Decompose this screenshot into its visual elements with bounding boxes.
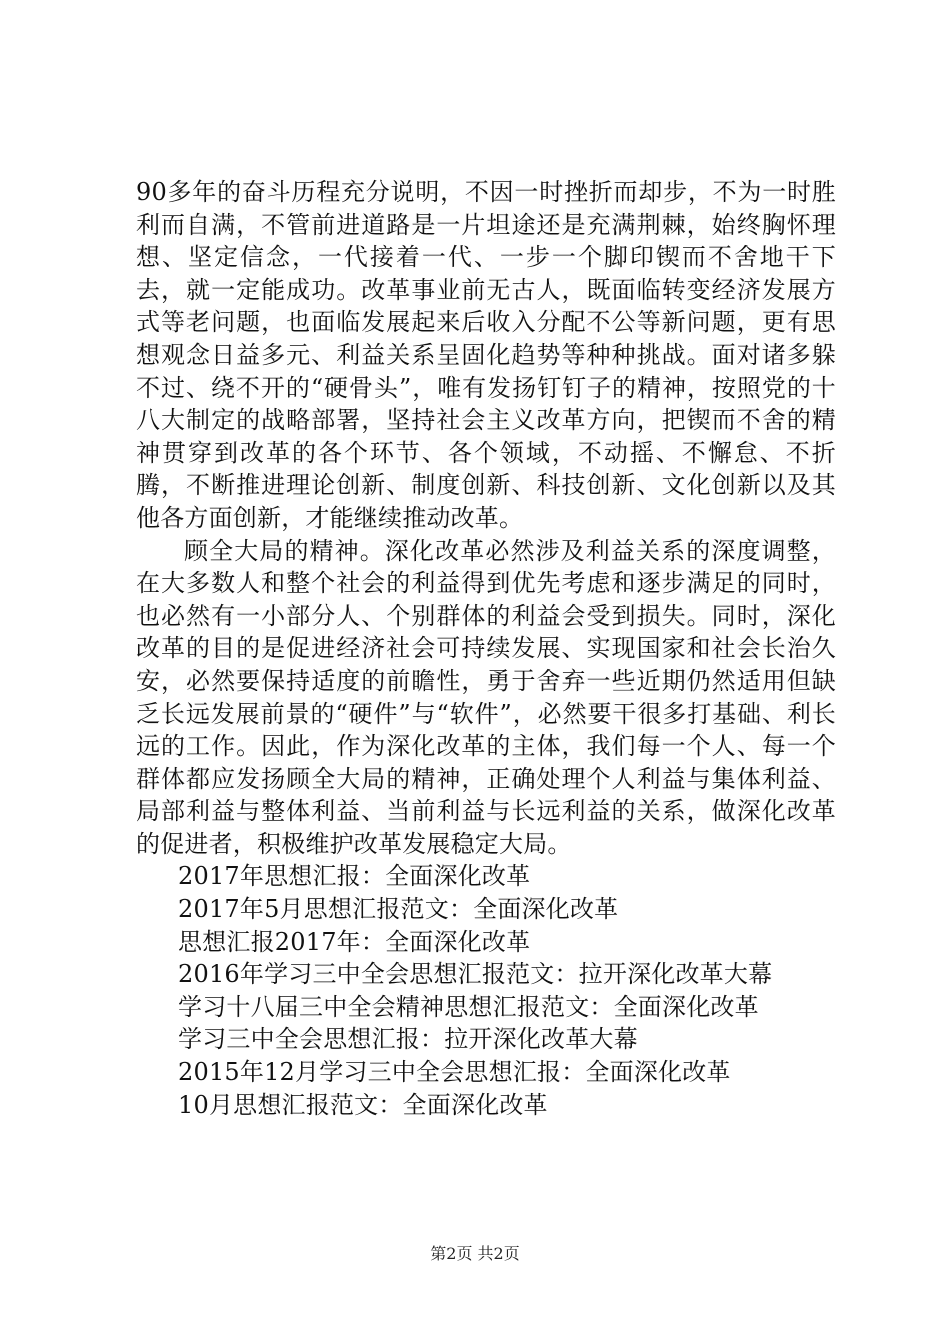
related-link[interactable]: 2016年学习三中全会思想汇报范文：拉开深化改革大幕 — [178, 960, 773, 989]
body-paragraph: 顾全大局的精神。深化改革必然涉及利益关系的深度调整，在大多数人和整个社会的利益得到优先考虑和逐步满足的同时，也必然有一小部分人、个别群体的利益会受到损失。同时，深化改革的目的是促进经济社会可持续发展、实现国家和社会长治久安，必然要保持适度的前瞻性，勇于舍弃一些近期仍然适用但缺乏长远发展前景的“硬件”与“软件”，必然要干很多打基础、利长远的工作。因此，作为深化改革的主体，我们每一个人、每一个群体都应发扬顾全大局的精神，正确处理个人利益与集体利益、局部利益与整体利益、当前利益与长远利益的关系，做深化改革的促进者，积极维护改革发展稳定大局。 — [136, 536, 836, 858]
related-link[interactable]: 学习十八届三中全会精神思想汇报范文：全面深化改革 — [178, 992, 759, 1021]
body-paragraph: 90多年的奋斗历程充分说明，不因一时挫折而却步，不为一时胜利而自满，不管前进道路是一片坦途还是充满荆棘，始终胸怀理想、坚定信念，一代接着一代、一步一个脚印锲而不舍地干下去，就一定能成功。改革事业前无古人，既面临转变经济发展方式等老问题，也面临发展起来后收入分配不公等新问题，更有思想观念日益多元、利益关系呈固化趋势等种种挑战。面对诸多躲不过、绕不开的“硬骨头”，唯有发扬钉钉子的精神，按照党的十八大制定的战略部署，坚持社会主义改革方向，把锲而不舍的精神贯穿到改革的各个环节、各个领域，不动摇、不懈怠、不折腾，不断推进理论创新、制度创新、科技创新、文化创新以及其他各方面创新，才能继续推动改革。 — [136, 178, 836, 532]
document-body — [136, 176, 836, 1121]
page-number-footer: 第2页 共2页 — [430, 1244, 520, 1263]
related-link[interactable]: 思想汇报2017年：全面深化改革 — [178, 927, 531, 956]
related-link[interactable]: 2017年思想汇报：全面深化改革 — [178, 862, 531, 891]
related-link[interactable]: 2017年5月思想汇报范文：全面深化改革 — [178, 895, 619, 924]
related-link[interactable]: 2015年12月学习三中全会思想汇报：全面深化改革 — [178, 1058, 731, 1087]
related-link[interactable]: 学习三中全会思想汇报：拉开深化改革大幕 — [178, 1025, 638, 1054]
related-link[interactable]: 10月思想汇报范文：全面深化改革 — [178, 1090, 548, 1119]
related-links-list — [136, 860, 836, 1121]
